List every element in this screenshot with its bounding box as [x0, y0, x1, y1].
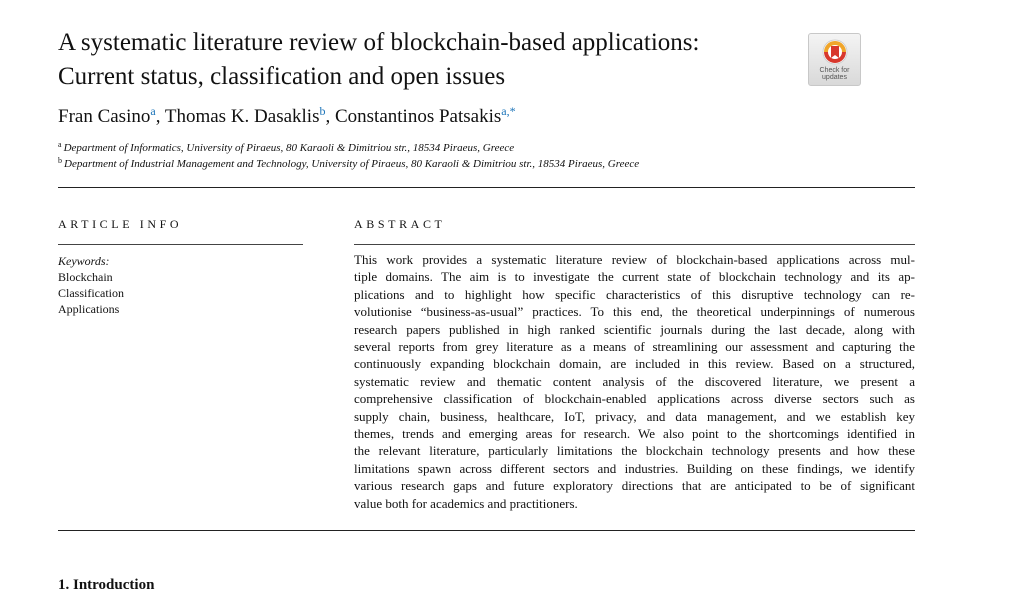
affiliation-a-sup: a	[58, 140, 62, 149]
abstract-bottom-divider	[58, 530, 915, 531]
abstract-line: This work provides a systematic literature review of blockchain-based applications across mul-	[354, 252, 915, 267]
abstract-line: plications and to highlight how specific characteristics of this disruptive technology can re-	[354, 286, 915, 302]
paper-title	[58, 26, 798, 94]
check-for-updates-icon	[821, 38, 849, 66]
abstract-line: various research gaps and future exploratory directions that are anticipated to be of significant	[354, 478, 915, 494]
abstract-line: research papers published in high ranked scientific journals during the last decade, along with	[354, 321, 915, 337]
badge-text	[809, 67, 860, 81]
check-for-updates-badge[interactable]	[808, 33, 861, 86]
affiliation-a	[58, 140, 514, 154]
article-info-heading: ARTICLE INFO	[58, 217, 183, 231]
abstract-body	[354, 251, 915, 512]
author-sup-3[interactable]: a,*	[501, 104, 516, 118]
badge-line-2: updates	[822, 74, 847, 81]
abstract-line: several reports from grey literature as a means of streamlining our assessment and capturing the	[354, 339, 915, 355]
abstract-line: limitations spawn across different sectors and industries. Building on these findings, we identify	[354, 460, 915, 476]
affiliation-b-text: Department of Industrial Management and Technology, University of Piraeus, 80 Karaoli & Dimitriou str., 18534 Piraeus, Greece	[64, 158, 640, 170]
title-line-2: Current status, classification and open issues	[58, 63, 506, 90]
author-sup-2[interactable]: b	[319, 104, 326, 118]
keyword-item: Blockchain	[58, 270, 113, 284]
abstract-line: comprehensive classification of blockchain-enabled applications across diverse sectors such as	[354, 391, 915, 407]
article-info-divider	[58, 244, 303, 245]
abstract-line: systematic review and thematic content analysis of the discovered literature, we present a	[354, 373, 915, 389]
author-name-3[interactable]: Constantinos Patsakis	[334, 106, 502, 127]
author-name-2[interactable]: Thomas K. Dasaklis	[164, 106, 320, 127]
affiliation-a-text: Department of Informatics, University of Piraeus, 80 Karaoli & Dimitriou str., 18534 Piraeus, Greece	[63, 142, 515, 154]
keywords-label: Keywords:	[58, 254, 110, 268]
abstract-line: supply chain, business, healthcare, IoT, privacy, and data management, and we establish key	[354, 408, 915, 424]
author-name-1[interactable]: Fran Casino	[58, 106, 151, 127]
abstract-line: themes, trends and emerging areas for research. We also point to the shortcomings identified in	[354, 426, 915, 442]
abstract-line: value both for academics and practitioners.	[354, 495, 578, 511]
author-separator: ,	[325, 106, 335, 127]
abstract-line: volutionise “business-as-usual” practices. To this end, the theoretical underpinnings of numerous	[354, 304, 915, 320]
title-line-1: A systematic literature review of blockchain-based applications:	[58, 29, 700, 56]
keywords-block	[58, 253, 124, 317]
author-sup-1[interactable]: a	[150, 104, 156, 118]
affiliation-b	[58, 156, 639, 170]
abstract-divider	[354, 244, 915, 245]
author-list	[58, 104, 516, 128]
keyword-item: Classification	[58, 286, 124, 300]
abstract-line: continuously expanding blockchain domain, are included in this review. Based on a structured,	[354, 356, 915, 372]
abstract-line: tiple domains. The aim is to investigate the current state of blockchain technology and its ap-	[354, 269, 915, 285]
abstract-heading: ABSTRACT	[354, 217, 446, 231]
badge-line-1: Check for	[819, 67, 850, 74]
keyword-item: Applications	[58, 302, 120, 316]
affiliation-b-sup: b	[58, 156, 62, 165]
author-separator: ,	[155, 106, 165, 127]
abstract-line: the relevant literature, particularly limitations the blockchain technology presents and how these	[354, 443, 915, 459]
header-divider	[58, 187, 915, 188]
section-heading-introduction: 1. Introduction	[58, 577, 155, 593]
